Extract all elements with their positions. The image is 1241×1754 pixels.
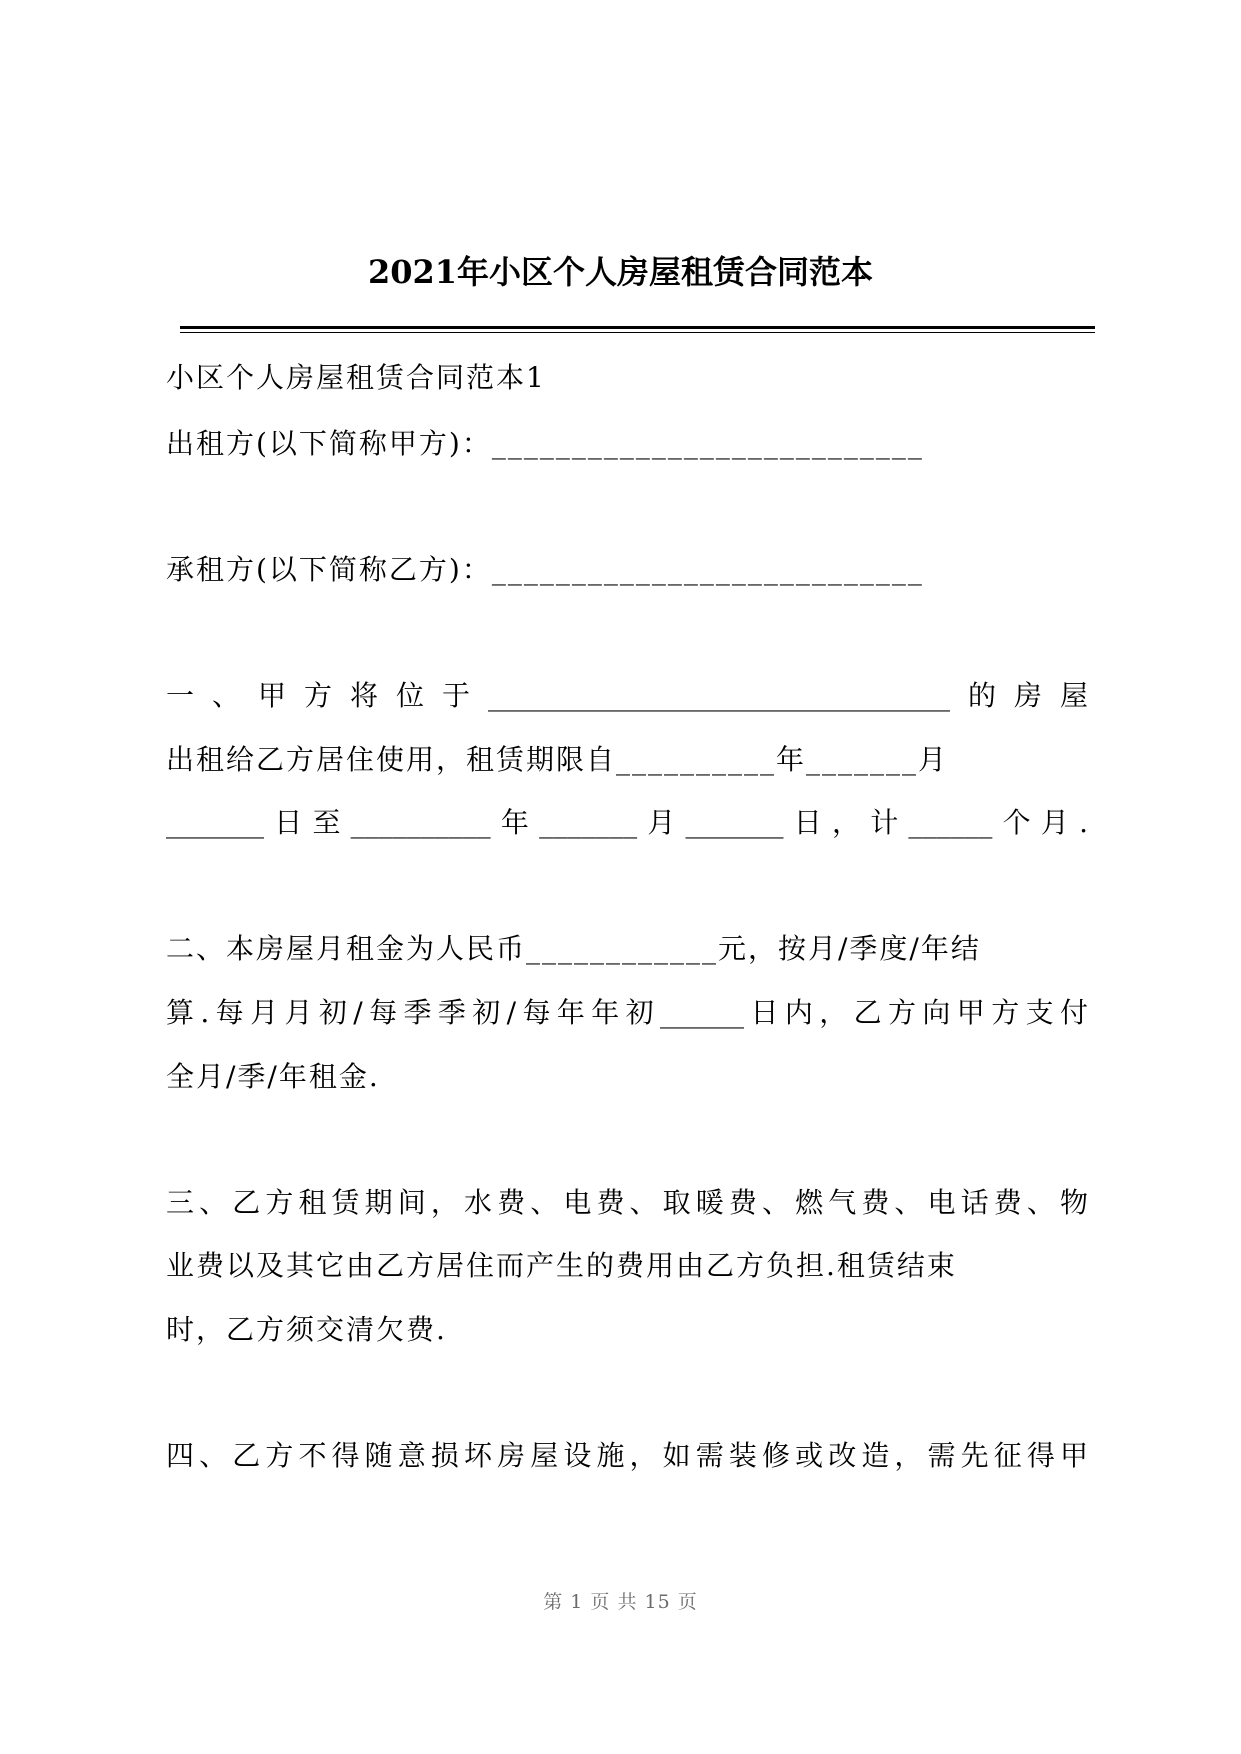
clause-2-line-1: 二、本房屋月租金为人民币____________元，按月/季度/年结 bbox=[166, 932, 981, 965]
page-number-footer: 第 1 页 共 15 页 bbox=[543, 1591, 698, 1613]
clause-3-line-1: 三、乙方租赁期间，水费、电费、取暖费、燃气费、电话费、物 bbox=[166, 1186, 1088, 1219]
clause-3-line-3: 时，乙方须交清欠费. bbox=[166, 1313, 447, 1346]
title-rule-thick bbox=[180, 326, 1095, 329]
lessor-field: 出租方(以下简称甲方)：___________________________ bbox=[166, 427, 924, 460]
lessee-field: 承租方(以下简称乙方)：___________________________ bbox=[166, 553, 924, 586]
clause-1-line-3: _______日至__________年_______月_______日，计______个月. bbox=[166, 806, 1088, 839]
doc-subtitle: 小区个人房屋租赁合同范本1 bbox=[166, 361, 546, 394]
clause-2-line-3: 全月/季/年租金. bbox=[166, 1060, 380, 1093]
clause-1-line-2: 出租给乙方居住使用，租赁期限自__________年_______月 bbox=[166, 743, 949, 776]
clause-2-line-2: 算.每月月初/每季季初/每年年初______日内，乙方向甲方支付 bbox=[166, 996, 1088, 1029]
title-rule-thin bbox=[180, 332, 1095, 333]
clause-1-line-1: 一、甲方将位于_________________________________的房屋 bbox=[166, 679, 1088, 712]
clause-3-line-2: 业费以及其它由乙方居住而产生的费用由乙方负担.租赁结束 bbox=[166, 1249, 957, 1282]
page-title: 2021年小区个人房屋租赁合同范本 bbox=[367, 253, 874, 291]
clause-4-line-1: 四、乙方不得随意损坏房屋设施，如需装修或改造，需先征得甲 bbox=[166, 1439, 1088, 1472]
